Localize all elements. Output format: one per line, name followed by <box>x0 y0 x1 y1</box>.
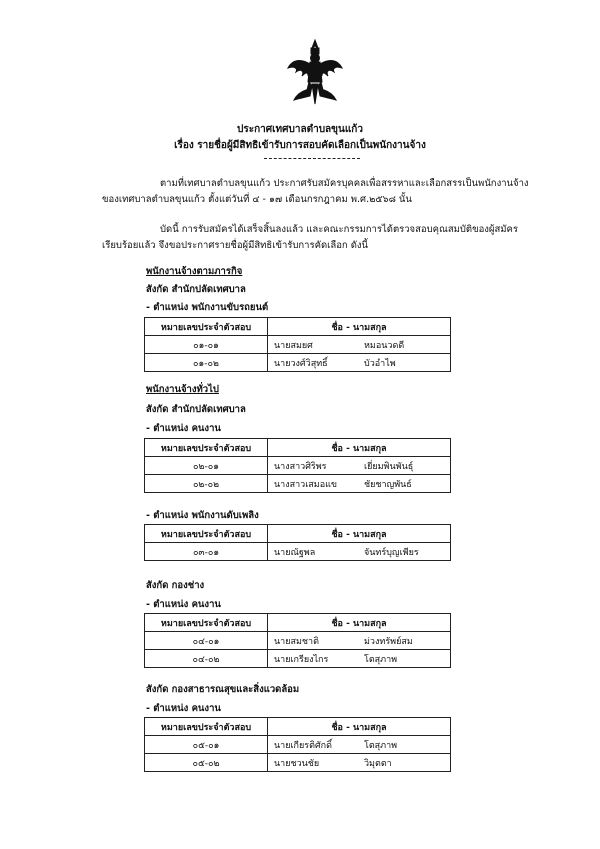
column-header-code: หมายเลขประจำตัวสอบ <box>145 439 268 457</box>
table-row <box>145 754 451 772</box>
exam-id: ๐๕-๐๑ <box>145 736 268 754</box>
table-row <box>145 736 451 754</box>
candidate-surname: ชัยชาญพันธ์ <box>358 475 451 493</box>
candidate-surname: บัวอำไพ <box>358 354 451 372</box>
candidate-surname: หมอนวดดี <box>358 336 451 354</box>
exam-id: ๐๔-๐๑ <box>145 632 268 650</box>
column-header-code: หมายเลขประจำตัวสอบ <box>145 718 268 736</box>
exam-id: ๐๕-๐๒ <box>145 754 268 772</box>
title-divider <box>264 158 360 159</box>
candidate-name: นายเกรียงไกร <box>268 650 359 668</box>
candidate-name: นางสาวศิริพร <box>268 457 359 475</box>
table-row <box>145 354 451 372</box>
column-header-code: หมายเลขประจำตัวสอบ <box>145 525 268 543</box>
candidate-name: นายวงศ์วิสุทธิ์ <box>268 354 359 372</box>
employee-type-heading: พนักงานจ้างทั่วไป <box>146 384 219 395</box>
employee-type-heading: พนักงานจ้างตามภารกิจ <box>146 266 243 277</box>
position-heading: - ตำแหน่ง คนงาน <box>146 703 221 714</box>
exam-id: ๐๒-๐๒ <box>145 475 268 493</box>
candidate-surname: วิมุตตา <box>358 754 451 772</box>
table-row <box>145 632 451 650</box>
candidate-name: นายสมชาติ <box>268 632 359 650</box>
exam-id: ๐๑-๐๑ <box>145 336 268 354</box>
column-header-code: หมายเลขประจำตัวสอบ <box>145 318 268 336</box>
table-row <box>145 650 451 668</box>
announcement-title: ประกาศเทศบาลตำบลขุนแก้ว <box>237 124 363 135</box>
candidate-table <box>144 317 451 372</box>
candidate-name: นายสมยศ <box>268 336 359 354</box>
candidate-table <box>144 717 451 772</box>
position-heading: - ตำแหน่ง คนงาน <box>146 423 221 434</box>
position-heading: - ตำแหน่ง คนงาน <box>146 599 221 610</box>
candidate-surname: จันทร์บุญเพียร <box>358 543 451 561</box>
candidate-name: นายณัฐพล <box>268 543 359 561</box>
candidate-table <box>144 438 451 493</box>
candidate-table <box>144 524 451 561</box>
candidate-name: นางสาวเสมอแข <box>268 475 359 493</box>
paragraph-2-line-1: บัดนี้ การรับสมัครได้เสร็จสิ้นลงแล้ว และคณะกรรมการได้ตรวจสอบคุณสมบัติของผู้สมัคร <box>160 224 518 235</box>
paragraph-1-line-2: ของเทศบาลตำบลขุนแก้ว ตั้งแต่วันที่ ๔ - ๑๗ เดือนกรกฎาคม พ.ศ.๒๕๖๘ นั้น <box>102 194 412 205</box>
garuda-emblem-icon <box>286 38 344 106</box>
exam-id: ๐๒-๐๑ <box>145 457 268 475</box>
candidate-surname: โตสุภาพ <box>358 736 451 754</box>
department-heading: สังกัด กองช่าง <box>146 580 205 591</box>
candidate-surname: ม่วงทรัพย์สม <box>358 632 451 650</box>
table-row <box>145 457 451 475</box>
column-header-code: หมายเลขประจำตัวสอบ <box>145 614 268 632</box>
paragraph-1-line-1: ตามที่เทศบาลตำบลขุนแก้ว ประกาศรับสมัครบุคคลเพื่อสรรหาและเลือกสรรเป็นพนักงานจ้าง <box>160 178 529 189</box>
candidate-surname: โตสุภาพ <box>358 650 451 668</box>
column-header-name: ชื่อ - นามสกุล <box>268 614 451 632</box>
exam-id: ๐๓-๐๑ <box>145 543 268 561</box>
column-header-name: ชื่อ - นามสกุล <box>268 318 451 336</box>
candidate-name: นายเกียรติศักดิ์ <box>268 736 359 754</box>
position-heading: - ตำแหน่ง พนักงานขับรถยนต์ <box>146 302 269 313</box>
exam-id: ๐๑-๐๒ <box>145 354 268 372</box>
column-header-name: ชื่อ - นามสกุล <box>268 439 451 457</box>
department-heading: สังกัด กองสาธารณสุขและสิ่งแวดล้อม <box>146 684 300 695</box>
column-header-name: ชื่อ - นามสกุล <box>268 525 451 543</box>
column-header-name: ชื่อ - นามสกุล <box>268 718 451 736</box>
announcement-subject: เรื่อง รายชื่อผู้มีสิทธิเข้ารับการสอบคัดเลือกเป็นพนักงานจ้าง <box>174 140 426 151</box>
candidate-name: นายชวนชัย <box>268 754 359 772</box>
candidate-table <box>144 613 451 668</box>
table-row <box>145 543 451 561</box>
paragraph-2-line-2: เรียบร้อยแล้ว จึงขอประกาศรายชื่อผู้มีสิทธิเข้ารับการคัดเลือก ดังนี้ <box>102 240 368 251</box>
exam-id: ๐๔-๐๒ <box>145 650 268 668</box>
table-row <box>145 475 451 493</box>
department-heading: สังกัด สำนักปลัดเทศบาล <box>146 284 246 295</box>
department-heading: สังกัด สำนักปลัดเทศบาล <box>146 404 246 415</box>
position-heading: - ตำแหน่ง พนักงานดับเพลิง <box>146 510 259 521</box>
table-row <box>145 336 451 354</box>
candidate-surname: เยี่ยมพินพันธุ์ <box>358 457 451 475</box>
